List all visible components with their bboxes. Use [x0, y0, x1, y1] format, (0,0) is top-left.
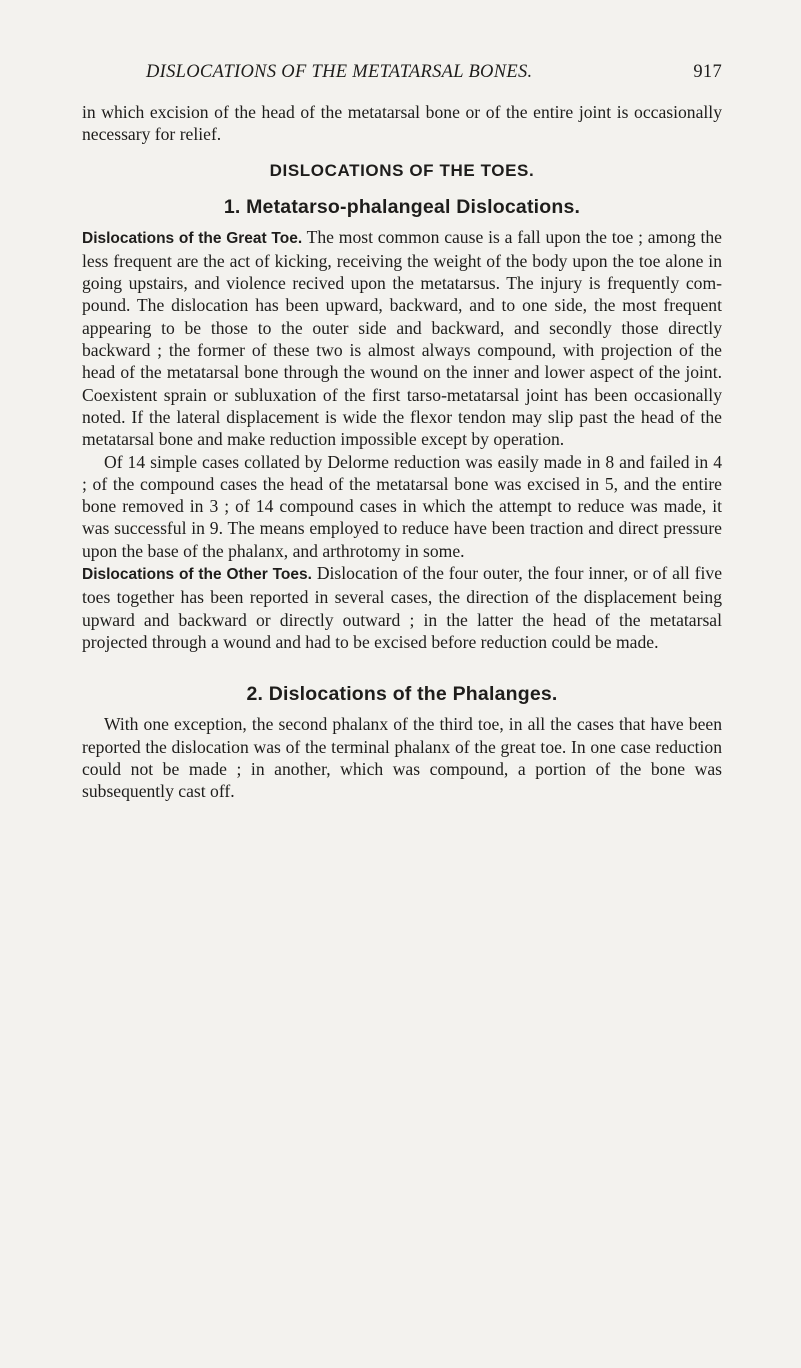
- book-page: [82, 62, 722, 802]
- running-head: [82, 62, 722, 90]
- page-number: 917: [693, 62, 722, 82]
- paragraph-other-toes: [82, 562, 722, 653]
- running-head-title: DISLOCATIONS OF THE METATARSAL BONES.: [146, 62, 533, 82]
- subsection-1-heading: 1. Metatarso-phalangeal Dislocations.: [223, 195, 581, 218]
- paragraph-great-toe: [82, 226, 722, 451]
- section-heading: DISLOCATIONS OF THE TOES.: [269, 160, 535, 180]
- paragraph-delorme: Of 14 simple cases collated by Delorme reduction was easily made in 8 and failed in 4 ; of the compound cases the head of the metatarsal bone was excised in 5, and the entire bone removed in 3 ; of 14 compound cases in which the attempt to reduce was made, it was successful in 9. The means employed to reduce have been traction and direct pressure upon the base of the phalanx, and arthrotomy in some.: [82, 451, 722, 561]
- run-in-heading-great-toe: Dislocations of the Great Toe.: [82, 229, 303, 247]
- run-in-heading-other-toes: Dislocations of the Other Toes.: [82, 566, 312, 584]
- paragraph-phalanges: With one exception, the second phalanx of the third toe, in all the cases that have been reported the dislocation was of the terminal phalanx of the great toe. In one case reduction could not be made ; in another, which was compound, a portion of the bone was subsequently cast off.: [82, 714, 722, 802]
- intro-paragraph: in which excision of the head of the metatarsal bone or of the entire joint is occasionally necessary for relief.: [82, 102, 722, 145]
- paragraph-great-toe-text: The most common cause is a fall upon the toe ; among the less frequent are the act of kicking, receiving the weight of the body upon the toe alone in going upstairs, and violence recived upon the metatarsus. The injury is frequently compound. The dislocation has been upward, backward, and to one side, the most frequent appearing to be those to the outer side and backward, and secondly those directly backward ; the former of these two is almost always compound, with projection of the head of the metatarsal bone through the wound on the inner and lower aspect of the joint. Coexistent sprain or subluxation of the first tarso-metatarsal joint has been occasionally noted. If the lateral displacement is wide the flexor tendon may slip past the head of the metatarsal bone and make reduction impossible except by operation.: [82, 226, 722, 450]
- subsection-2-heading: 2. Dislocations of the Phalanges.: [246, 683, 558, 706]
- paragraph-other-toes-text: Dislocation of the four outer, the four inner, or of all five toes together has been reported in several cases, the direction of the displacement being upward and backward or directly outward ; in the latter the head of the metatarsal projected through a wound and had to be excised before reduction could be made.: [82, 563, 722, 652]
